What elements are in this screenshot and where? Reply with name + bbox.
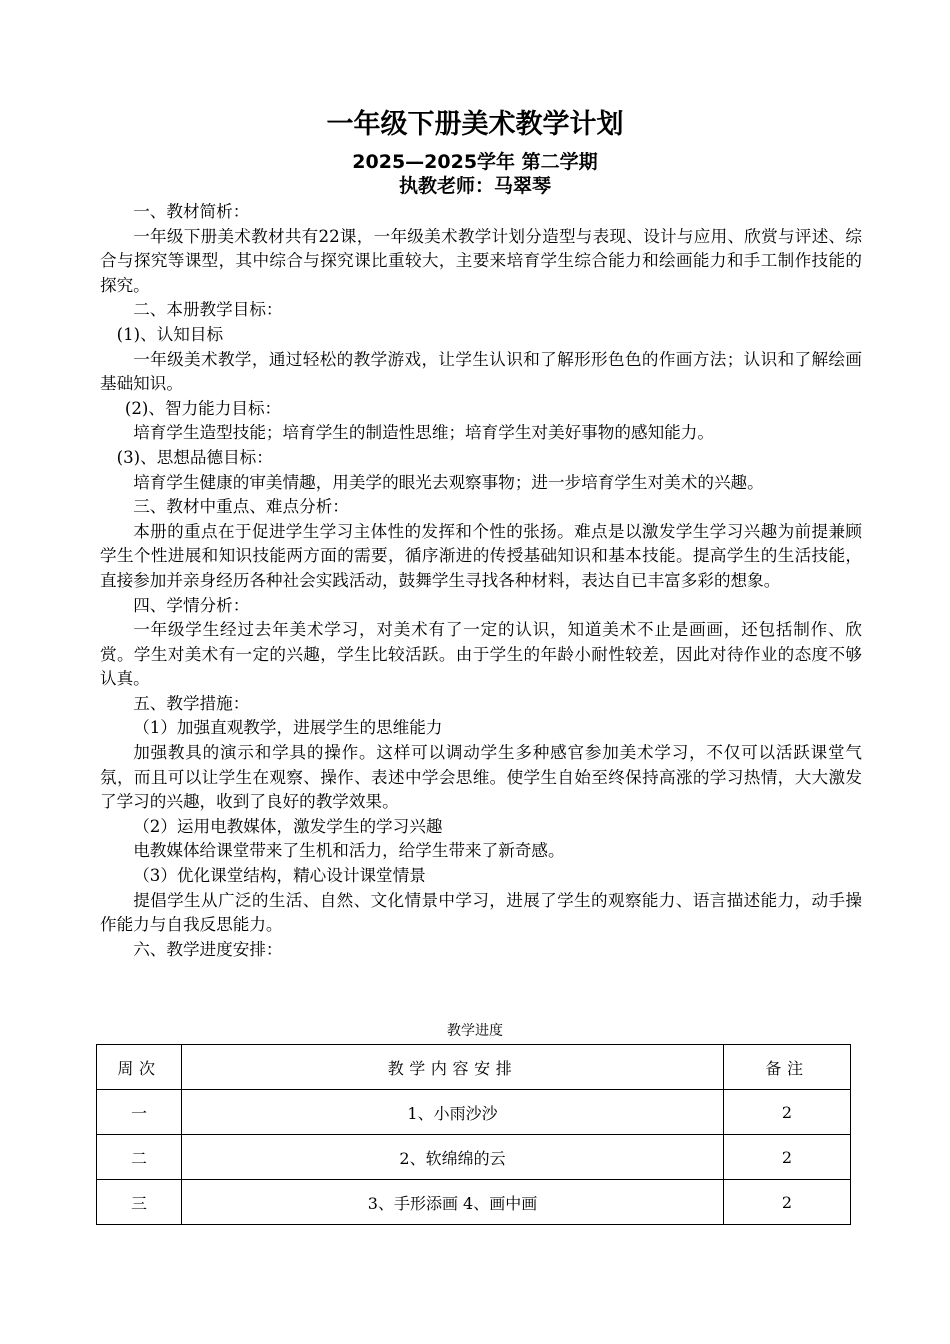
subsection-heading: （1）加强直观教学，进展学生的思维能力: [133, 718, 443, 738]
section-heading: 一、教材简析：: [133, 202, 250, 221]
section-heading: 四、学情分析：: [133, 595, 250, 615]
cell-week: 二: [97, 1135, 182, 1180]
table-row: [97, 1135, 851, 1180]
cell-week: 三: [97, 1180, 182, 1225]
subsection-heading: (2)、智力能力目标：: [124, 398, 282, 418]
cell-note: 2: [724, 1090, 851, 1135]
table-row: [97, 1090, 851, 1135]
cell-week: 一: [97, 1090, 182, 1135]
paragraph: 一年级美术教学，通过轻松的教学游戏，让学生认识和了解形形色色的作画方法；认识和了解绘画基础知识。: [100, 349, 862, 394]
paragraph: 本册的重点在于促进学生学习主体性的发挥和个性的张扬。难点是以激发学生学习兴趣为前提兼顾学生个性进展和知识技能两方面的需要，循序渐进的传授基础知识和基本技能。提高学生的生活技能，直接参加并亲身经历各种社会实践活动，鼓舞学生寻找各种材料，表达自已丰富多彩的想象。: [100, 521, 862, 590]
paragraph: 提倡学生从广泛的生活、自然、文化情景中学习，进展了学生的观察能力、语言描述能力，动手操作能力与自我反思能力。: [100, 890, 862, 935]
table-row: [97, 1180, 851, 1225]
document-title: 一年级下册美术教学计划: [326, 109, 624, 140]
paragraph: 一年级学生经过去年美术学习，对美术有了一定的认识，知道美术不止是画画，还包括制作、欣赏。学生对美术有一定的兴趣，学生比较活跃。由于学生的年龄小耐性较差，因此对待作业的态度不够认真。: [100, 620, 862, 689]
document-subtitle-teacher: 执教老师：马翠琴: [398, 175, 551, 197]
header-note: 备注: [724, 1045, 851, 1090]
section-heading: 六、教学进度安排：: [133, 939, 283, 959]
paragraph: 电教媒体给课堂带来了生机和活力，给学生带来了新奇感。: [133, 841, 565, 861]
schedule-table: [96, 1044, 851, 1225]
section-heading: 三、教材中重点、难点分析：: [133, 497, 349, 517]
header-week: 周次: [97, 1045, 182, 1090]
subsection-heading: （3）优化课堂结构，精心设计课堂情景: [133, 866, 426, 886]
document-body: [100, 200, 862, 962]
table-header-row: [97, 1045, 851, 1090]
cell-note: 2: [724, 1180, 851, 1225]
subsection-heading: (3)、思想品德目标：: [116, 447, 273, 467]
cell-content: 2、软绵绵的云: [182, 1135, 724, 1180]
header-content: 教学内容安排: [182, 1045, 724, 1090]
section-heading: 二、本册教学目标：: [133, 300, 283, 320]
subsection-heading: (1)、认知目标: [116, 324, 224, 344]
paragraph: 培育学生造型技能；培育学生的制造性思维；培育学生对美好事物的感知能力。: [133, 423, 714, 443]
paragraph: 培育学生健康的审美情趣，用美学的眼光去观察事物；进一步培育学生对美术的兴趣。: [133, 472, 764, 492]
document-subtitle-year: 2025—2025学年 第二学期: [352, 151, 598, 173]
paragraph: 一年级下册美术教材共有22课，一年级美术教学计划分造型与表现、设计与应用、欣赏与评述、综合与探究等课型，其中综合与探究课比重较大，主要来培育学生综合能力和绘画能力和手工制作技能的探究。: [100, 226, 862, 295]
cell-note: 2: [724, 1135, 851, 1180]
cell-content: 1、小雨沙沙: [182, 1090, 724, 1135]
table-caption: 教学进度: [447, 1023, 503, 1039]
subsection-heading: （2）运用电教媒体，激发学生的学习兴趣: [133, 816, 443, 836]
cell-content: 3、手形添画 4、画中画: [182, 1180, 724, 1225]
paragraph: 加强教具的演示和学具的操作。这样可以调动学生多种感官参加美术学习，不仅可以活跃课堂气氛，而且可以让学生在观察、操作、表述中学会思维。使学生自始至终保持高涨的学习热情，大大激发了学习的兴趣，收到了良好的教学效果。: [100, 743, 862, 812]
section-heading: 五、教学措施：: [133, 693, 250, 713]
